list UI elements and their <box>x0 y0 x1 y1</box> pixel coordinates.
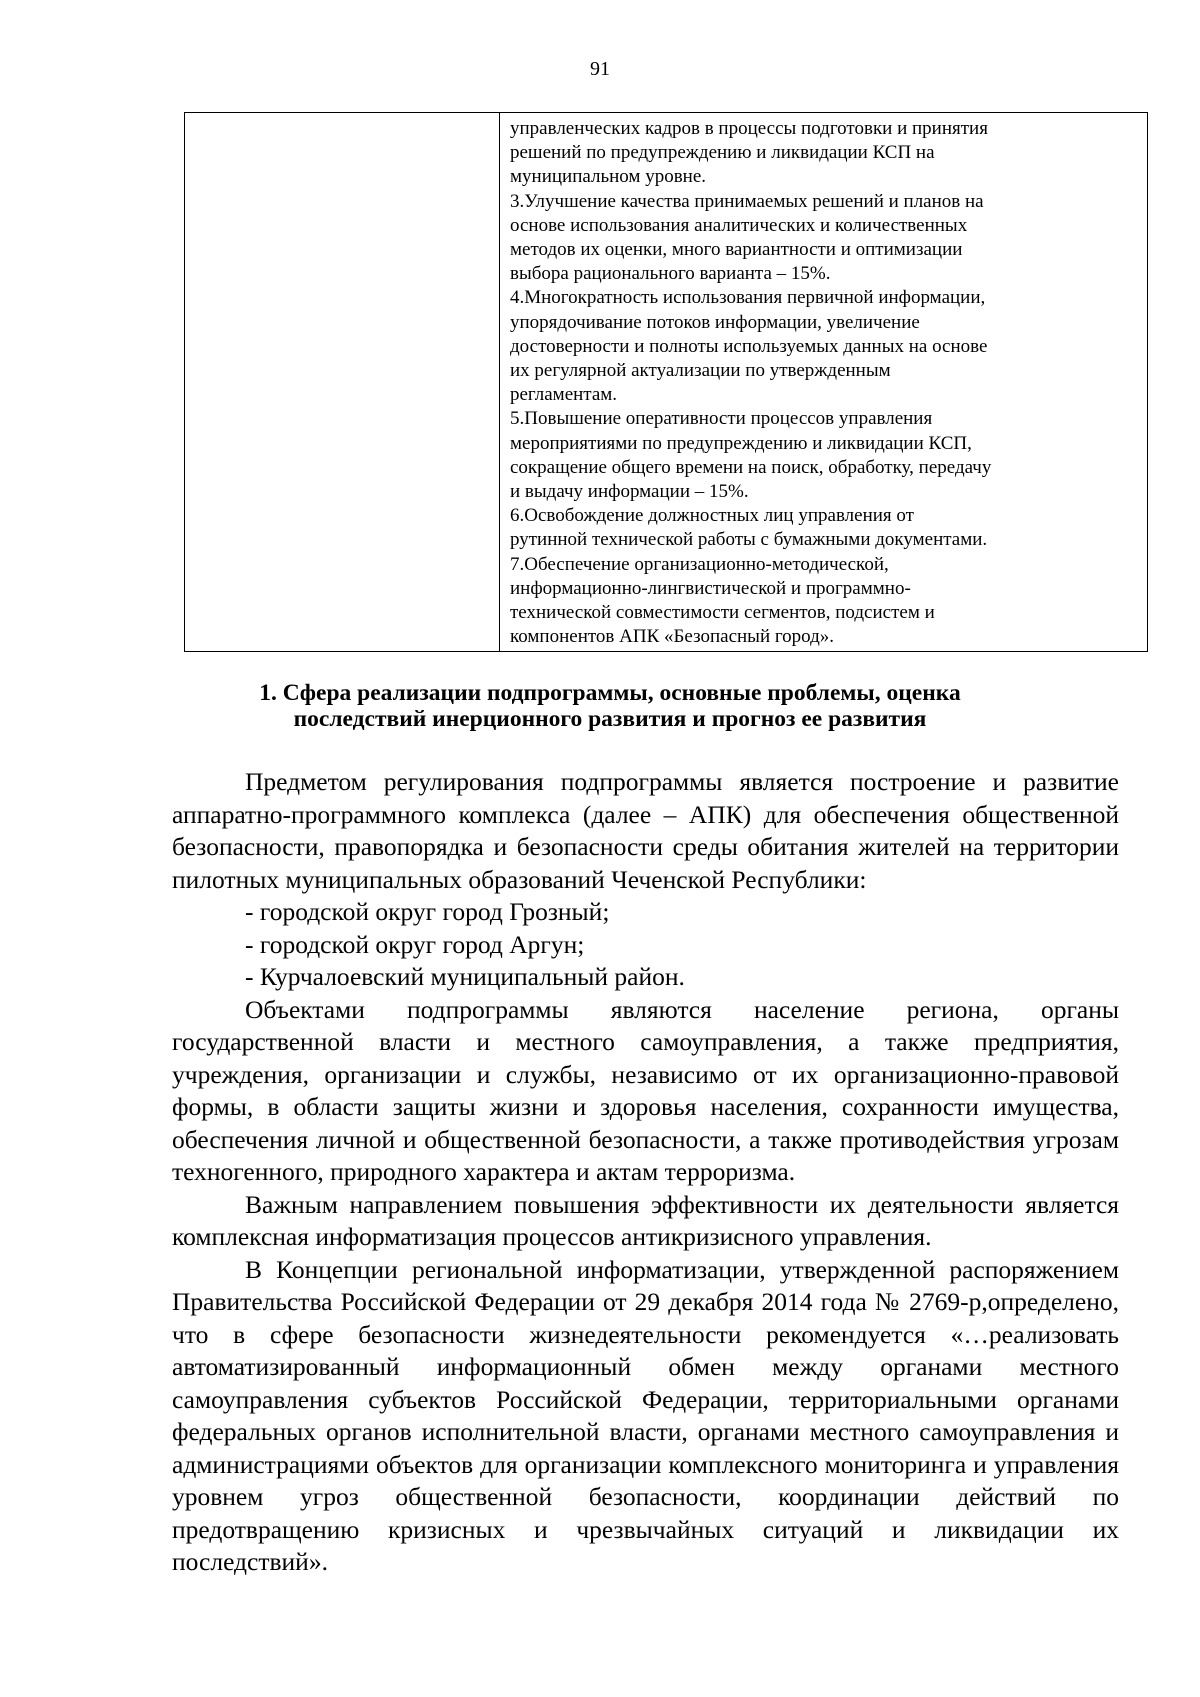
table-line: 4.Многократность использования первичной информации, <box>510 287 986 309</box>
table-line: 5.Повышение оперативности процессов управления <box>510 408 933 430</box>
continuation-table <box>184 112 1148 652</box>
table-line: технической совместимости сегментов, подсистем и <box>510 602 935 624</box>
table-line: муниципальном уровне. <box>510 166 707 188</box>
table-line: методов их оценки, много вариантности и оптимизации <box>510 239 963 261</box>
table-line: управленческих кадров в процессы подготовки и принятия <box>510 118 988 139</box>
list-item: - Курчалоевский муниципальный район. <box>245 962 685 991</box>
table-line: упорядочивание потоков информации, увеличение <box>510 311 920 333</box>
table-line: выбора рационального варианта – 15%. <box>510 263 831 285</box>
table-line: информационно-лингвистической и программно- <box>510 577 911 599</box>
section-heading-line: 1. Сфера реализации подпрограммы, основные проблемы, оценка <box>259 680 961 706</box>
page-number: 91 <box>590 58 610 80</box>
table-line: регламентам. <box>510 384 618 406</box>
table-line: сокращение общего времени на поиск, обработку, передачу <box>510 456 992 478</box>
table-cell-left <box>185 113 500 652</box>
paragraph: Предметом регулирования подпрограммы является построение и развитие аппаратно-программного комплекса (далее – АПК) для обеспечения общественной безопасности, правопорядка и безопасности среды обитания жителей на территории пилотных муниципальных образований Чеченской Республики: <box>172 767 1119 894</box>
section-heading <box>150 680 1070 732</box>
table-line: 6.Освобождение должностных лиц управления от <box>510 505 914 527</box>
table-line: 3.Улучшение качества принимаемых решений и планов на <box>510 190 984 212</box>
table-line: мероприятиями по предупреждению и ликвидации КСП, <box>510 432 972 454</box>
table-line: их регулярной актуализации по утвержденным <box>510 360 891 382</box>
table-row <box>185 113 1148 652</box>
list-item: - городской округ город Грозный; <box>245 897 610 926</box>
table-line: решений по предупреждению и ликвидации КСП на <box>510 142 935 164</box>
table-line: достоверности и полноты используемых данных на основе <box>510 335 988 357</box>
table-line: основе использования аналитических и количественных <box>510 214 968 236</box>
table-line: 7.Обеспечение организационно-методической, <box>510 553 889 575</box>
table-line: и выдачу информации – 15%. <box>510 481 749 503</box>
table-cell-right <box>500 113 1148 652</box>
body-text <box>172 766 1119 1579</box>
paragraph: Объектами подпрограммы являются население региона, органы государственной власти и местного самоуправления, а также предприятия, учреждения, организации и службы, независимо от их организационно-правовой формы, в области защиты жизни и здоровья населения, сохранности имущества, обеспечения личной и общественной безопасности, а также противодействия угрозам техногенного, природного характера и актам терроризма. <box>172 994 1119 1186</box>
list-item: - городской округ город Аргун; <box>245 929 585 959</box>
paragraph: В Концепции региональной информатизации, утвержденной распоряжением Правительства Российской Федерации от 29 декабря 2014 года № 2769-р,определено, что в сфере безопасности жизнедеятельности рекомендуется «…реализовать автоматизированный информационный обмен между органами местного самоуправления субъектов Российской Федерации, территориальными органами федеральных органов исполнительной власти, органами местного самоуправления и администрациями объектов для организации комплексного мониторинга и управления уровнем угроз общественной безопасности, координации действий по предотвращению кризисных и чрезвычайных ситуаций и ликвидации их последствий». <box>172 1254 1119 1576</box>
table-line: компонентов АПК «Безопасный город». <box>510 626 835 648</box>
table-line: рутинной технической работы с бумажными документами. <box>510 529 988 551</box>
section-heading-line: последствий инерционного развития и прогноз ее развития <box>293 706 927 732</box>
paragraph: Важным направлением повышения эффективности их деятельности является комплексная информатизация процессов антикризисного управления. <box>172 1189 1119 1251</box>
